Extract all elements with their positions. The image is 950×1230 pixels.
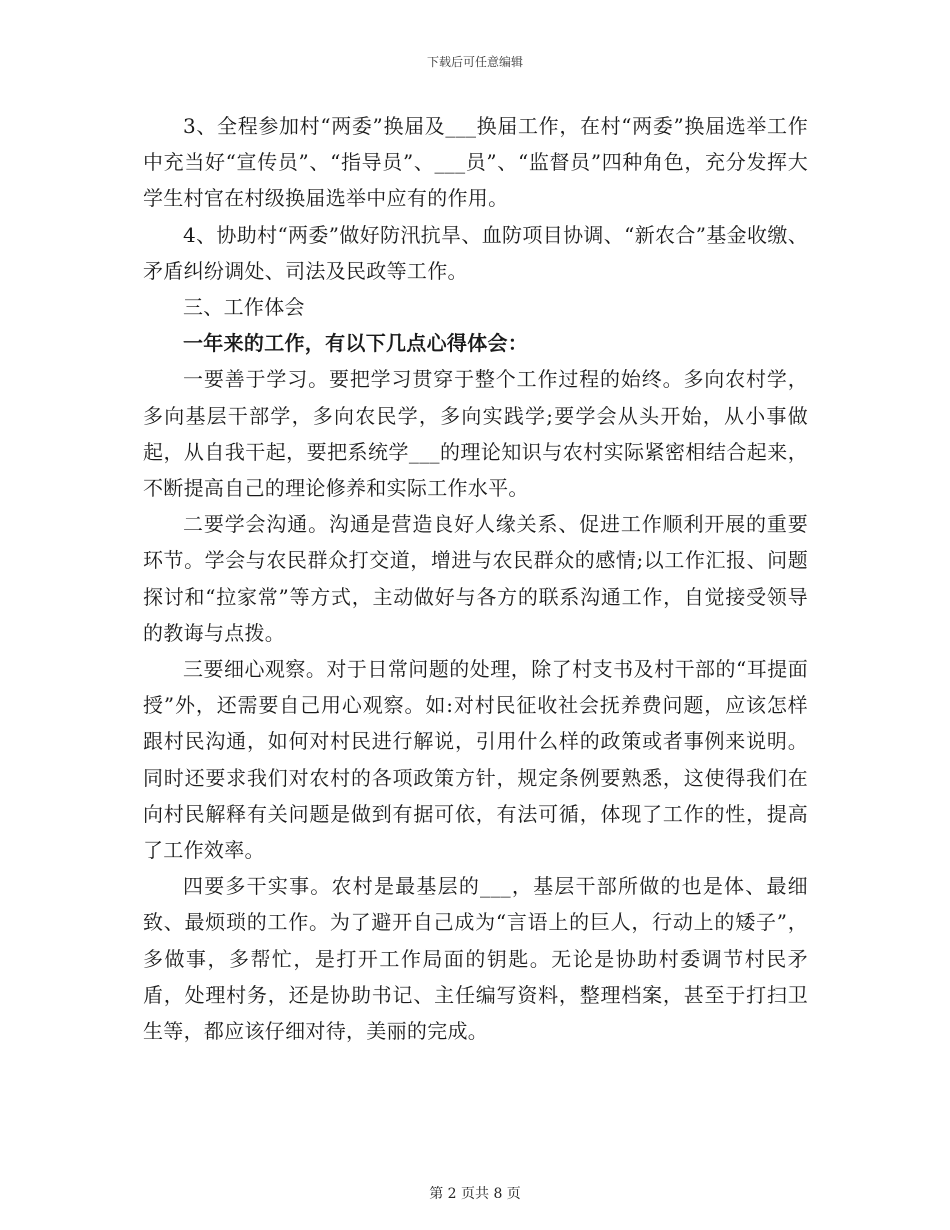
page-header: 下载后可任意编辑 xyxy=(426,55,523,69)
paragraph-observation: 三要细心观察。对于日常问题的处理，除了村支书及村干部的“耳提面授”外，还需要自己用心观察。如:对村民征收社会抚养费问题，应该怎样跟村民沟通，如何对村民进行解说，引用什么样的政策或者事例来说明。同时还要求我们对农村的各项政策方针，规定条例要熟悉，这使得我们在向村民解释有关问题是做到有据可依，有法可循，体现了工作的性，提高了工作效率。 xyxy=(143,657,808,863)
paragraph-communication: 二要学会沟通。沟通是营造良好人缘关系、促进工作顺利开展的重要环节。学会与农民群众打交道，增进与农民群众的感情;以工作汇报、问题探讨和“拉家常”等方式，主动做好与各方的联系沟通工作，自觉接受领导的教诲与点拨。 xyxy=(143,512,808,645)
paragraph-practical-work: 四要多干实事。农村是最基层的___，基层干部所做的也是体、最细致、最烦琐的工作。为了避开自己成为“言语上的巨人，行动上的矮子”，多做事，多帮忙，是打开工作局面的钥匙。无论是协助村委调节村民矛盾，处理村务，还是协助书记、主任编写资料，整理档案，甚至于打扫卫生等，都应该仔细对待，美丽的完成。 xyxy=(143,874,808,1044)
document-body xyxy=(143,108,808,1049)
paragraph-item-3: 3、全程参加村“两委”换届及___换届工作，在村“两委”换届选举工作中充当好“宣传员”、“指导员”、___员”、“监督员”四种角色，充分发挥大学生村官在村级换届选举中应有的作用。 xyxy=(143,114,808,211)
section-intro: 一年来的工作，有以下几点心得体会： xyxy=(183,331,529,356)
section-title: 三、工作体会 xyxy=(183,295,305,320)
paragraph-item-4: 4、协助村“两委”做好防汛抗旱、血防项目协调、“新农合”基金收缴、矛盾纠纷调处、司法及民政等工作。 xyxy=(143,222,808,283)
paragraph-learning: 一要善于学习。要把学习贯穿于整个工作过程的始终。多向农村学，多向基层干部学，多向农民学，多向实践学;要学会从头开始，从小事做起，从自我干起，要把系统学___的理论知识与农村实际紧密相结合起来，不断提高自己的理论修养和实际工作水平。 xyxy=(143,367,808,501)
page-number: 第 2 页共 8 页 xyxy=(429,1186,521,1202)
